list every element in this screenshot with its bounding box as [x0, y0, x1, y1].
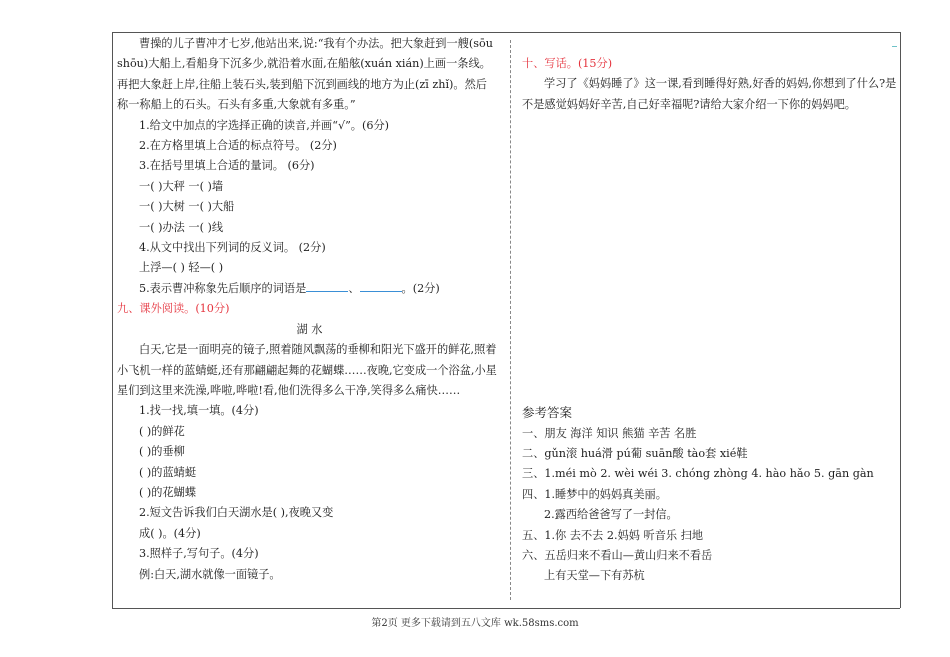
- writing-prompt-line: 学习了《妈妈睡了》这一课,看到睡得好熟,好香的妈妈,你想到了什么?是: [544, 77, 897, 91]
- answer-line: 六、五岳归来不看山—黄山归来不看岳: [522, 549, 713, 563]
- answer-line: 三、1.méi mò 2. wèi wéi 3. chóng zhòng 4. hào hǎo 5. gān gàn: [522, 467, 874, 481]
- passage-line: shōu)大船上,看船身下沉多少,就沿着水面,在船舷(xuán xián)上画一条线。: [117, 57, 491, 71]
- passage-line: 称一称船上的石头。石头有多重,大象就有多重。”: [117, 98, 356, 112]
- question-3-row: 一( )办法 一( )线: [139, 220, 224, 234]
- page-border-left: [112, 32, 113, 608]
- p2-question-1: 1.找一找,填一填。(4分): [139, 404, 259, 418]
- p2-question-1-row: ( )的花蝴蝶: [139, 485, 197, 499]
- right-column: [522, 54, 897, 587]
- question-5: [117, 279, 502, 299]
- p2-question-1-row: ( )的蓝蜻蜓: [139, 465, 197, 479]
- question-3-row: 一( )大树 一( )大船: [139, 200, 235, 214]
- question-3-row: 一( )大秤 一( )墙: [139, 179, 224, 193]
- passage-line: 再把大象赶上岸,往船上装石头,装到船下沉到画线的地方为止(zī zhǐ)。然后: [117, 77, 487, 91]
- page-border-top: [112, 32, 900, 33]
- section-9-heading: 九、课外阅读。(10分): [117, 302, 230, 316]
- p2-question-1-row: ( )的垂柳: [139, 445, 185, 459]
- answer-line: 二、gǔn滚 huá滑 pú葡 suān酸 tào套 xié鞋: [522, 447, 748, 461]
- p2-question-3-example: 例:白天,湖水就像一面镜子。: [139, 567, 281, 581]
- answer-blank[interactable]: [360, 281, 402, 292]
- answer-line: 2.露西给爸爸写了一封信。: [544, 508, 678, 522]
- passage-2-line: 星们到这里来洗澡,哗啦,哗啦!看,他们洗得多么干净,笑得多么痛快……: [117, 383, 461, 397]
- page-footer: 第2页 更多下载请到五八文库 wk.58sms.com: [371, 618, 579, 629]
- passage-2-line: 小飞机一样的蓝蜻蜓,还有那翩翩起舞的花蝴蝶……夜晚,它变成一个浴盆,小星: [117, 363, 497, 377]
- decorative-tick: [892, 46, 897, 47]
- page-border-right: [900, 32, 901, 608]
- left-column: [117, 34, 502, 585]
- writing-prompt-line: 不是感觉妈妈好辛苦,自己好幸福呢?请给大家介绍一下你的妈妈吧。: [522, 97, 856, 111]
- question-4-row: 上浮—( ) 轻—( ): [139, 261, 224, 275]
- p2-question-1-row: ( )的鲜花: [139, 424, 185, 438]
- passage-2-title: 湖 水: [296, 322, 323, 336]
- passage-line: 曹操的儿子曹冲才七岁,他站出来,说:“我有个办法。把大象赶到一艘(sōu: [139, 37, 493, 50]
- question-2: 2.在方格里填上合适的标点符号。 (2分): [139, 139, 337, 153]
- passage-2-line: 白天,它是一面明亮的镜子,照着随风飘荡的垂柳和阳光下盛开的鲜花,照着: [139, 343, 497, 357]
- question-5-separator: 、: [348, 281, 360, 295]
- answer-blank[interactable]: [306, 281, 348, 292]
- writing-space[interactable]: [522, 115, 894, 403]
- question-3: 3.在括号里填上合适的量词。 (6分): [139, 159, 315, 173]
- question-1: 1.给文中加点的字选择正确的读音,并画“√”。(6分): [139, 118, 390, 132]
- answer-line: 五、1.你 去不去 2.妈妈 听音乐 扫地: [522, 528, 704, 542]
- question-4: 4.从文中找出下列词的反义词。 (2分): [139, 241, 326, 255]
- answer-line: 上有天堂—下有苏杭: [544, 569, 645, 583]
- question-5-text: 5.表示曹冲称象先后顺序的词语是: [139, 281, 307, 295]
- column-divider: [510, 40, 511, 600]
- section-10-heading: 十、写话。(15分): [522, 57, 613, 70]
- answers-title: 参考答案: [522, 405, 573, 421]
- p2-question-3: 3.照样子,写句子。(4分): [139, 547, 259, 561]
- question-5-suffix: 。(2分): [401, 281, 440, 295]
- answer-line: 一、朋友 海洋 知识 熊猫 辛苦 名胜: [522, 426, 697, 440]
- p2-question-2: 2.短文告诉我们白天湖水是( ),夜晚又变: [139, 506, 334, 520]
- answer-line: 四、1.睡梦中的妈妈真美丽。: [522, 487, 667, 501]
- page-border-bottom: [112, 608, 900, 609]
- p2-question-2-cont: 成( )。(4分): [139, 526, 201, 540]
